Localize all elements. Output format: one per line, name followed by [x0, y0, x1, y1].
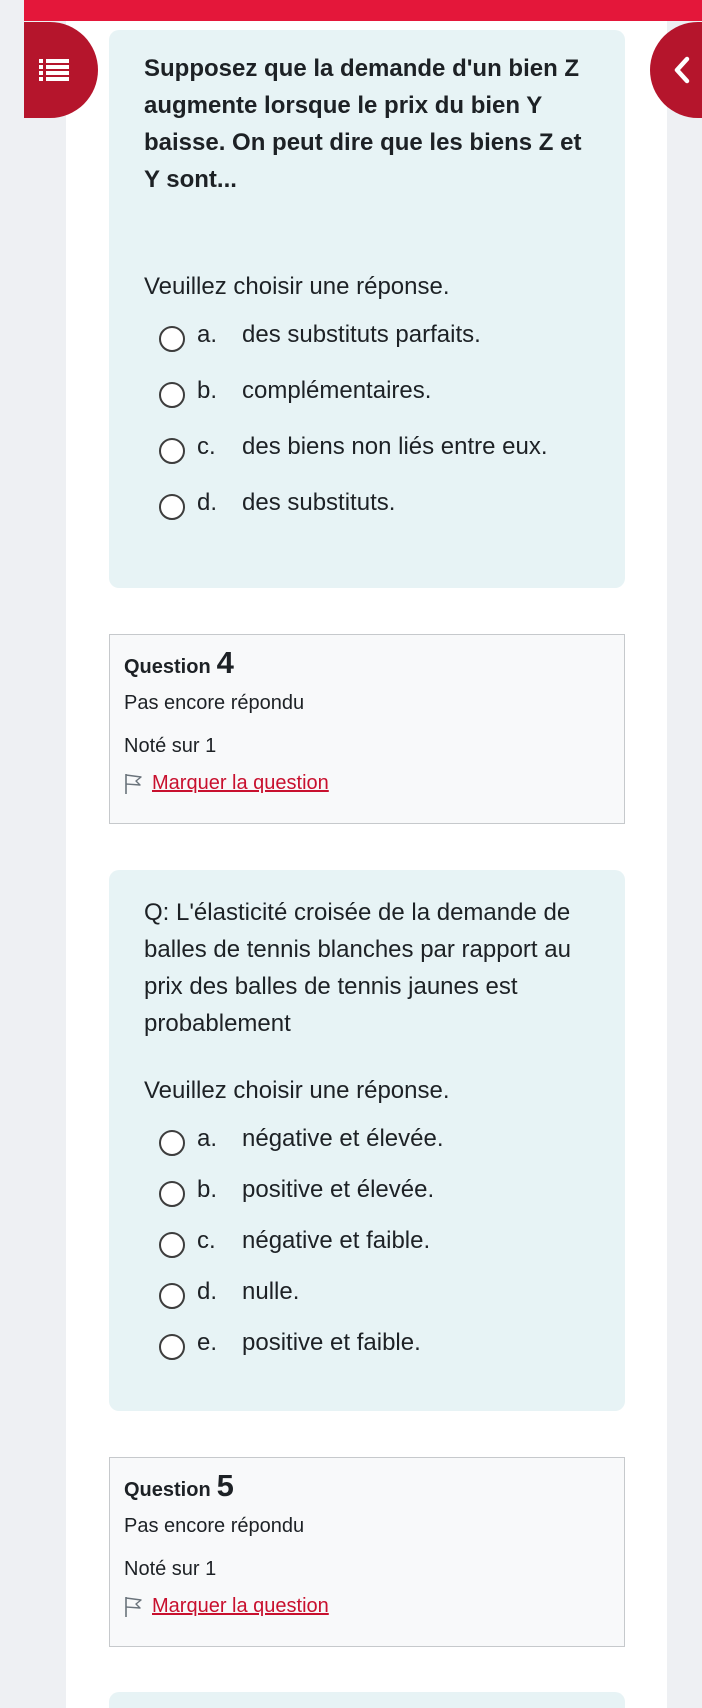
answer-option[interactable] [159, 1124, 590, 1154]
question-number [124, 1468, 610, 1502]
flag-icon [124, 1596, 144, 1618]
question-4-prompt: Q: L'élasticité croisée de la demande de balles de tennis blanches par rapport au prix des balles de tennis jaunes est probablement [144, 899, 571, 1037]
top-accent-bar [24, 0, 702, 21]
question-5-info [109, 1457, 625, 1647]
question-4-formulation [109, 870, 625, 1411]
choose-answer-label: Veuillez choisir une réponse. [144, 1077, 450, 1104]
radio-button[interactable] [159, 494, 185, 520]
answer-option[interactable] [159, 432, 590, 462]
answer-letter: c. [197, 1227, 216, 1254]
answer-letter: e. [197, 1329, 218, 1356]
radio-button[interactable] [159, 382, 185, 408]
answer-text[interactable]: positive et faible. [242, 1329, 421, 1356]
answer-list [159, 320, 590, 518]
radio-button[interactable] [159, 1334, 185, 1360]
answer-letter: d. [197, 489, 218, 516]
answer-option[interactable] [159, 1328, 590, 1358]
answer-letter: a. [197, 321, 218, 348]
list-icon [39, 57, 69, 83]
radio-button[interactable] [159, 1232, 185, 1258]
question-label: Question [124, 656, 211, 678]
radio-button[interactable] [159, 1181, 185, 1207]
answer-text[interactable]: complémentaires. [242, 377, 432, 404]
question-state: Pas encore répondu [124, 692, 305, 714]
question-number-value: 5 [216, 1468, 234, 1503]
answer-text[interactable]: nulle. [242, 1278, 300, 1305]
answer-option[interactable] [159, 1226, 590, 1256]
question-label: Question [124, 1479, 211, 1501]
answer-option[interactable] [159, 488, 590, 518]
answer-text[interactable]: négative et élevée. [242, 1125, 444, 1152]
answer-list [159, 1124, 590, 1358]
question-4-info [109, 634, 625, 824]
question-grade: Noté sur 1 [124, 735, 217, 757]
radio-button[interactable] [159, 1283, 185, 1309]
flag-question[interactable] [124, 772, 610, 795]
radio-button[interactable] [159, 438, 185, 464]
question-state: Pas encore répondu [124, 1515, 305, 1537]
flag-question-link[interactable]: Marquer la question [152, 772, 329, 794]
radio-button[interactable] [159, 326, 185, 352]
answer-letter: b. [197, 1176, 218, 1203]
question-3-formulation [109, 30, 625, 588]
chevron-left-icon [672, 55, 692, 85]
choose-answer-label: Veuillez choisir une réponse. [144, 273, 450, 300]
flag-question[interactable] [124, 1595, 610, 1618]
question-3-prompt: Supposez que la demande d'un bien Z augmente lorsque le prix du bien Y baisse. On peut dire que les biens Z et Y sont... [144, 55, 582, 193]
question-5-formulation [109, 1692, 625, 1708]
answer-letter: d. [197, 1278, 218, 1305]
question-number-value: 4 [216, 645, 234, 680]
answer-option[interactable] [159, 320, 590, 350]
answer-option[interactable] [159, 1277, 590, 1307]
flag-icon [124, 773, 144, 795]
answer-letter: c. [197, 433, 216, 460]
answer-text[interactable]: des substituts parfaits. [242, 321, 481, 348]
answer-text[interactable]: positive et élevée. [242, 1176, 435, 1203]
answer-option[interactable] [159, 376, 590, 406]
answer-option[interactable] [159, 1175, 590, 1205]
answer-text[interactable]: négative et faible. [242, 1227, 431, 1254]
flag-question-link[interactable]: Marquer la question [152, 1595, 329, 1617]
answer-letter: b. [197, 377, 218, 404]
answer-text[interactable]: des substituts. [242, 489, 396, 516]
radio-button[interactable] [159, 1130, 185, 1156]
question-grade: Noté sur 1 [124, 1558, 217, 1580]
answer-text[interactable]: des biens non liés entre eux. [242, 433, 548, 460]
question-number [124, 645, 610, 679]
answer-letter: a. [197, 1125, 218, 1152]
